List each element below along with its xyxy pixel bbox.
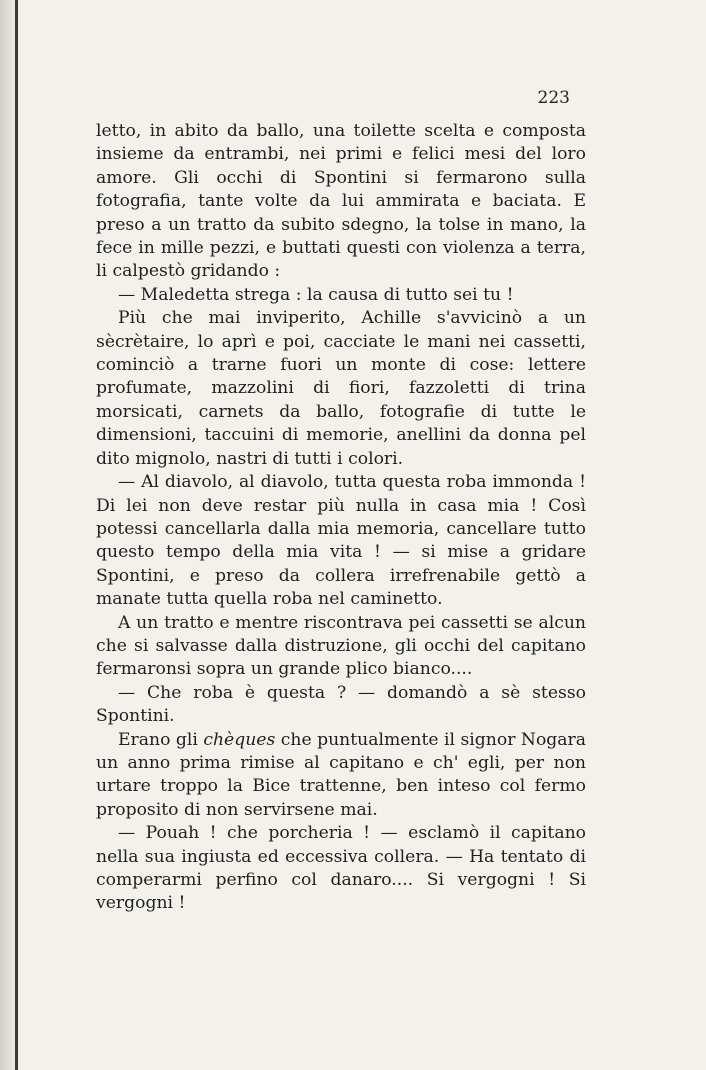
paragraph-2: — Maledetta strega : la causa di tutto sei tu ! <box>118 284 514 305</box>
page-number: 223 <box>537 88 570 108</box>
paragraph-5: A un tratto e mentre riscontrava pei cassetti se alcun che si salvasse dalla distruzione, gli occhi del capitano fermaronsi sopra un grande plico bianco.... <box>96 612 586 680</box>
binding-edge <box>15 0 18 1070</box>
paragraph-7-italic: chèques <box>203 729 276 750</box>
paragraph-4: — Al diavolo, al diavolo, tutta questa roba immonda ! Di lei non deve restar più nulla in casa mia ! Così potessi cancellarla dalla mia memoria, cancellare tutto questo tempo della mia vita ! — si mise a gridare Spontini, e preso da collera irrefrenabile gettò a manate tutta quella roba nel caminetto. <box>96 472 586 610</box>
paragraph-7-before: Erano gli <box>118 729 204 750</box>
paragraph-7-after: che puntualmente il signor Nogara un anno prima rimise al capitano e ch' egli, per non urtare troppo la Bice trattenne, ben inteso col fermo proposito di non servirsene mai. <box>96 729 587 820</box>
paragraph-7 <box>96 729 586 823</box>
paragraph-8: — Pouah ! che porcheria ! — esclamò il capitano nella sua ingiusta ed eccessiva collera. — Ha tentato di comperarmi perfino col danaro.... Si vergogni ! Si vergogni ! <box>96 823 586 914</box>
page-gutter <box>0 0 22 1070</box>
body-text <box>96 120 586 916</box>
paragraph-6: — Che roba è questa ? — domandò a sè stesso Spontini. <box>96 682 586 727</box>
paragraph-3: Più che mai inviperito, Achille s'avvicinò a un sècrètaire, lo aprì e poi, cacciate le mani nei cassetti, cominciò a trarne fuori un monte di cose: lettere profumate, mazzolini di fiori, fazzoletti di trina morsicati, carnets da ballo, fotografie di tutte le dimensioni, taccuini di memorie, anellini da donna pel dito mignolo, nastri di tutti i colori. <box>96 308 586 469</box>
paragraph-1: letto, in abito da ballo, una toilette scelta e composta insieme da entrambi, nei primi e felici mesi del loro amore. Gli occhi di Spontini si fermarono sulla fotografia, tante volte da lui ammirata e baciata. E preso a un tratto da subito sdegno, la tolse in mano, la fece in mille pezzi, e buttati questi con violenza a terra, li calpestò gridando : <box>96 121 586 282</box>
